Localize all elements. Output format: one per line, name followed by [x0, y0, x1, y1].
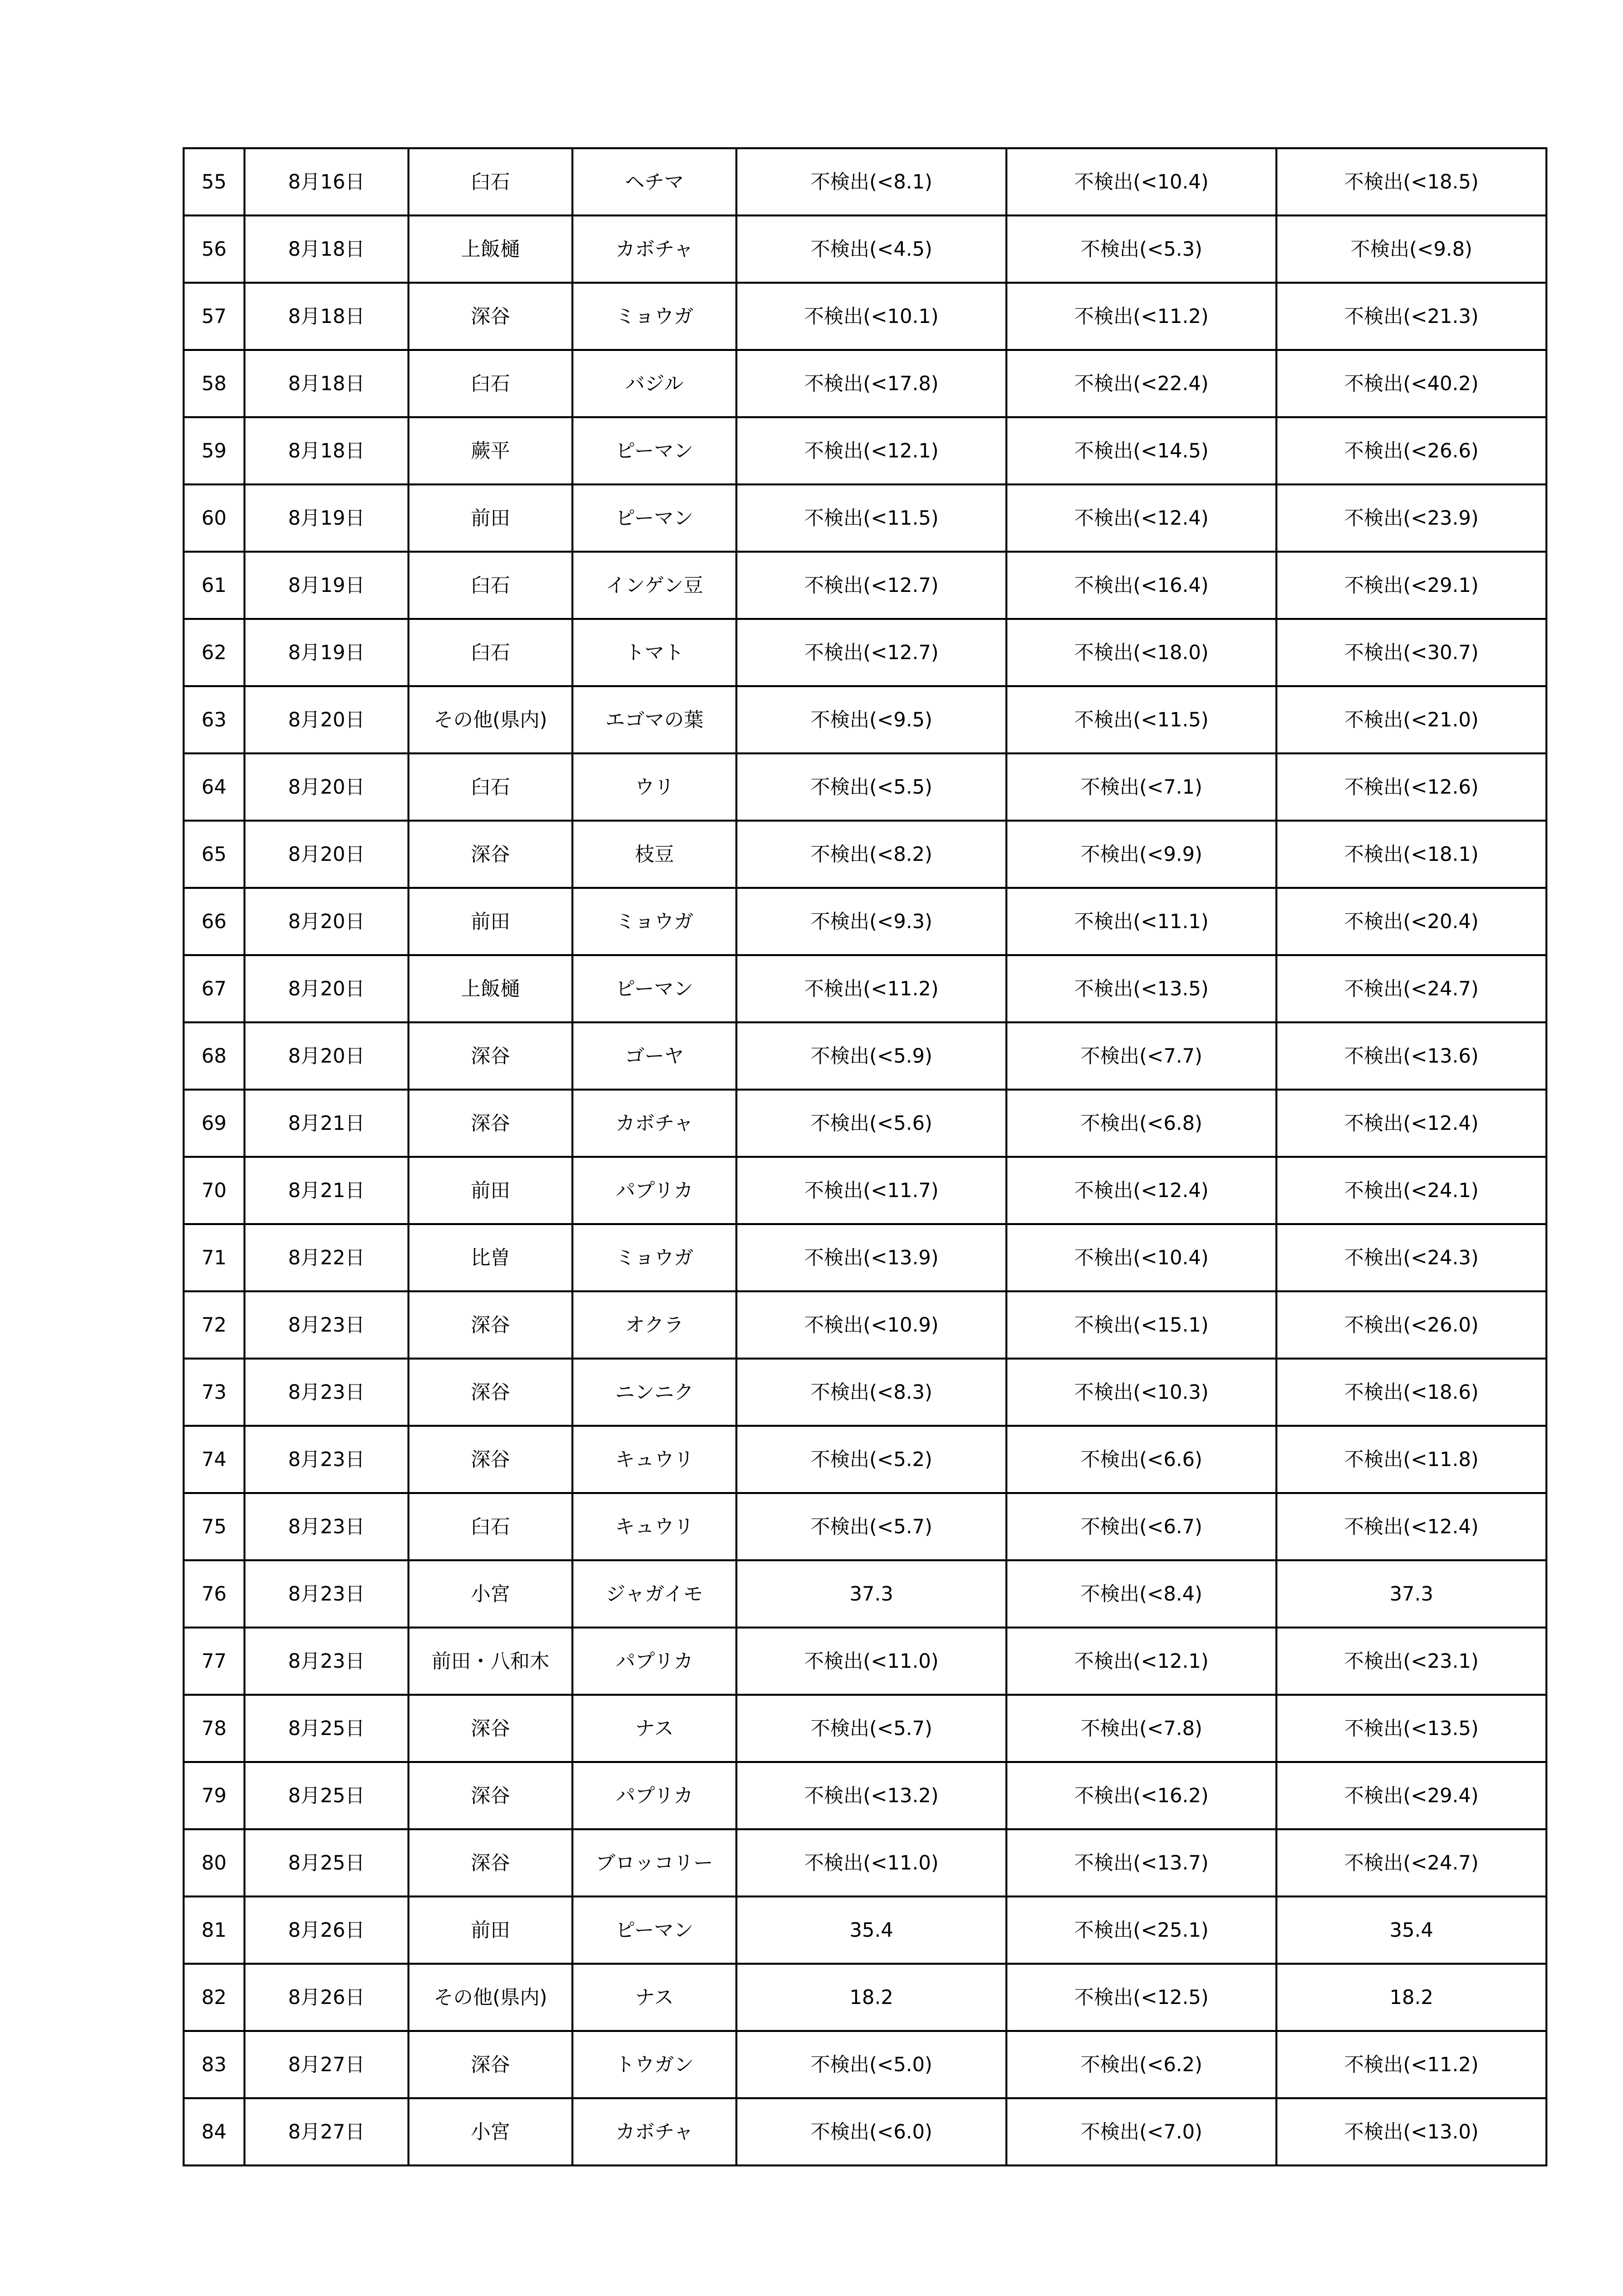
no-cell: 56 — [184, 215, 244, 283]
item-cell: ピーマン — [572, 484, 736, 552]
item-cell: カボチャ — [572, 2098, 736, 2165]
table-row — [184, 417, 1546, 484]
value-b-cell: 不検出(<11.2) — [1006, 283, 1276, 350]
value-b-cell: 不検出(<15.1) — [1006, 1291, 1276, 1359]
value-b-cell: 不検出(<12.1) — [1006, 1628, 1276, 1695]
value-b-cell: 不検出(<12.4) — [1006, 484, 1276, 552]
value-b-cell: 不検出(<11.5) — [1006, 686, 1276, 753]
value-b-cell: 不検出(<7.7) — [1006, 1022, 1276, 1090]
no-cell: 57 — [184, 283, 244, 350]
item-cell: ゴーヤ — [572, 1022, 736, 1090]
no-cell: 68 — [184, 1022, 244, 1090]
value-b-cell: 不検出(<10.4) — [1006, 1224, 1276, 1291]
no-cell: 77 — [184, 1628, 244, 1695]
table-row — [184, 1493, 1546, 1560]
item-cell: トウガン — [572, 2031, 736, 2098]
item-cell: オクラ — [572, 1291, 736, 1359]
table-row — [184, 1829, 1546, 1896]
no-cell: 71 — [184, 1224, 244, 1291]
table-row — [184, 283, 1546, 350]
date-cell: 8月18日 — [244, 283, 408, 350]
date-cell: 8月18日 — [244, 350, 408, 417]
date-cell: 8月19日 — [244, 552, 408, 619]
location-cell: 上飯樋 — [408, 215, 572, 283]
no-cell: 83 — [184, 2031, 244, 2098]
location-cell: 深谷 — [408, 1359, 572, 1426]
value-a-cell: 不検出(<17.8) — [736, 350, 1006, 417]
total-cell: 不検出(<11.8) — [1276, 1426, 1546, 1493]
total-cell: 不検出(<13.5) — [1276, 1695, 1546, 1762]
location-cell: 蕨平 — [408, 417, 572, 484]
value-b-cell: 不検出(<12.4) — [1006, 1157, 1276, 1224]
value-a-cell: 不検出(<5.2) — [736, 1426, 1006, 1493]
location-cell: 前田 — [408, 1157, 572, 1224]
table-row — [184, 215, 1546, 283]
value-b-cell: 不検出(<6.2) — [1006, 2031, 1276, 2098]
location-cell: 前田 — [408, 888, 572, 955]
value-b-cell: 不検出(<7.1) — [1006, 753, 1276, 821]
value-a-cell: 不検出(<11.5) — [736, 484, 1006, 552]
value-b-cell: 不検出(<9.9) — [1006, 821, 1276, 888]
table-row — [184, 2031, 1546, 2098]
no-cell: 75 — [184, 1493, 244, 1560]
table-row — [184, 1090, 1546, 1157]
value-a-cell: 不検出(<5.9) — [736, 1022, 1006, 1090]
location-cell: 小宮 — [408, 2098, 572, 2165]
location-cell: 深谷 — [408, 1695, 572, 1762]
location-cell: 前田・八和木 — [408, 1628, 572, 1695]
table-row — [184, 1560, 1546, 1628]
value-a-cell: 不検出(<5.5) — [736, 753, 1006, 821]
date-cell: 8月22日 — [244, 1224, 408, 1291]
location-cell: その他(県内) — [408, 1964, 572, 2031]
item-cell: ミョウガ — [572, 283, 736, 350]
item-cell: 枝豆 — [572, 821, 736, 888]
value-b-cell: 不検出(<7.8) — [1006, 1695, 1276, 1762]
value-a-cell: 不検出(<13.2) — [736, 1762, 1006, 1829]
no-cell: 60 — [184, 484, 244, 552]
date-cell: 8月23日 — [244, 1291, 408, 1359]
item-cell: キュウリ — [572, 1426, 736, 1493]
item-cell: エゴマの葉 — [572, 686, 736, 753]
date-cell: 8月16日 — [244, 148, 408, 215]
total-cell: 不検出(<29.1) — [1276, 552, 1546, 619]
total-cell: 37.3 — [1276, 1560, 1546, 1628]
item-cell: ナス — [572, 1964, 736, 2031]
item-cell: インゲン豆 — [572, 552, 736, 619]
total-cell: 不検出(<13.6) — [1276, 1022, 1546, 1090]
value-a-cell: 不検出(<12.7) — [736, 552, 1006, 619]
location-cell: 比曽 — [408, 1224, 572, 1291]
no-cell: 65 — [184, 821, 244, 888]
total-cell: 不検出(<21.3) — [1276, 283, 1546, 350]
total-cell: 不検出(<23.9) — [1276, 484, 1546, 552]
value-b-cell: 不検出(<16.4) — [1006, 552, 1276, 619]
date-cell: 8月27日 — [244, 2098, 408, 2165]
location-cell: 小宮 — [408, 1560, 572, 1628]
no-cell: 73 — [184, 1359, 244, 1426]
table-body — [184, 148, 1546, 2165]
location-cell: 深谷 — [408, 1426, 572, 1493]
no-cell: 81 — [184, 1896, 244, 1964]
table-row — [184, 753, 1546, 821]
item-cell: カボチャ — [572, 215, 736, 283]
date-cell: 8月23日 — [244, 1426, 408, 1493]
no-cell: 66 — [184, 888, 244, 955]
table-row — [184, 1291, 1546, 1359]
value-a-cell: 不検出(<5.0) — [736, 2031, 1006, 2098]
date-cell: 8月23日 — [244, 1560, 408, 1628]
no-cell: 67 — [184, 955, 244, 1022]
total-cell: 35.4 — [1276, 1896, 1546, 1964]
value-b-cell: 不検出(<16.2) — [1006, 1762, 1276, 1829]
date-cell: 8月23日 — [244, 1628, 408, 1695]
total-cell: 不検出(<9.8) — [1276, 215, 1546, 283]
item-cell: ブロッコリー — [572, 1829, 736, 1896]
value-a-cell: 18.2 — [736, 1964, 1006, 2031]
date-cell: 8月20日 — [244, 753, 408, 821]
date-cell: 8月20日 — [244, 686, 408, 753]
table-row — [184, 350, 1546, 417]
location-cell: 深谷 — [408, 1022, 572, 1090]
location-cell: 臼石 — [408, 619, 572, 686]
total-cell: 不検出(<26.0) — [1276, 1291, 1546, 1359]
value-b-cell: 不検出(<8.4) — [1006, 1560, 1276, 1628]
location-cell: 深谷 — [408, 1291, 572, 1359]
value-b-cell: 不検出(<13.5) — [1006, 955, 1276, 1022]
table-row — [184, 619, 1546, 686]
value-a-cell: 不検出(<9.5) — [736, 686, 1006, 753]
item-cell: パプリカ — [572, 1157, 736, 1224]
total-cell: 18.2 — [1276, 1964, 1546, 2031]
value-a-cell: 不検出(<11.0) — [736, 1829, 1006, 1896]
no-cell: 59 — [184, 417, 244, 484]
item-cell: ナス — [572, 1695, 736, 1762]
value-b-cell: 不検出(<22.4) — [1006, 350, 1276, 417]
table-row — [184, 2098, 1546, 2165]
table-row — [184, 1426, 1546, 1493]
no-cell: 70 — [184, 1157, 244, 1224]
no-cell: 62 — [184, 619, 244, 686]
total-cell: 不検出(<12.6) — [1276, 753, 1546, 821]
value-a-cell: 不検出(<4.5) — [736, 215, 1006, 283]
item-cell: ニンニク — [572, 1359, 736, 1426]
table-row — [184, 1157, 1546, 1224]
date-cell: 8月26日 — [244, 1964, 408, 2031]
total-cell: 不検出(<18.5) — [1276, 148, 1546, 215]
value-b-cell: 不検出(<10.3) — [1006, 1359, 1276, 1426]
item-cell: パプリカ — [572, 1628, 736, 1695]
date-cell: 8月20日 — [244, 1022, 408, 1090]
item-cell: ジャガイモ — [572, 1560, 736, 1628]
date-cell: 8月19日 — [244, 619, 408, 686]
no-cell: 76 — [184, 1560, 244, 1628]
no-cell: 61 — [184, 552, 244, 619]
item-cell: ミョウガ — [572, 1224, 736, 1291]
no-cell: 69 — [184, 1090, 244, 1157]
no-cell: 74 — [184, 1426, 244, 1493]
location-cell: 深谷 — [408, 1829, 572, 1896]
date-cell: 8月25日 — [244, 1829, 408, 1896]
item-cell: パプリカ — [572, 1762, 736, 1829]
value-a-cell: 不検出(<11.2) — [736, 955, 1006, 1022]
no-cell: 84 — [184, 2098, 244, 2165]
location-cell: 前田 — [408, 1896, 572, 1964]
results-table — [183, 147, 1547, 2166]
value-b-cell: 不検出(<11.1) — [1006, 888, 1276, 955]
value-b-cell: 不検出(<7.0) — [1006, 2098, 1276, 2165]
value-a-cell: 不検出(<10.9) — [736, 1291, 1006, 1359]
total-cell: 不検出(<13.0) — [1276, 2098, 1546, 2165]
date-cell: 8月20日 — [244, 888, 408, 955]
value-a-cell: 不検出(<5.7) — [736, 1493, 1006, 1560]
date-cell: 8月23日 — [244, 1493, 408, 1560]
location-cell: 臼石 — [408, 753, 572, 821]
total-cell: 不検出(<12.4) — [1276, 1090, 1546, 1157]
date-cell: 8月18日 — [244, 215, 408, 283]
table-row — [184, 955, 1546, 1022]
date-cell: 8月23日 — [244, 1359, 408, 1426]
location-cell: 深谷 — [408, 1090, 572, 1157]
total-cell: 不検出(<11.2) — [1276, 2031, 1546, 2098]
table-row — [184, 1896, 1546, 1964]
value-a-cell: 不検出(<8.1) — [736, 148, 1006, 215]
total-cell: 不検出(<20.4) — [1276, 888, 1546, 955]
no-cell: 58 — [184, 350, 244, 417]
value-b-cell: 不検出(<25.1) — [1006, 1896, 1276, 1964]
location-cell: 上飯樋 — [408, 955, 572, 1022]
date-cell: 8月25日 — [244, 1762, 408, 1829]
location-cell: 前田 — [408, 484, 572, 552]
table-row — [184, 484, 1546, 552]
location-cell: 深谷 — [408, 283, 572, 350]
total-cell: 不検出(<24.1) — [1276, 1157, 1546, 1224]
value-a-cell: 不検出(<13.9) — [736, 1224, 1006, 1291]
date-cell: 8月21日 — [244, 1157, 408, 1224]
item-cell: キュウリ — [572, 1493, 736, 1560]
item-cell: ヘチマ — [572, 148, 736, 215]
item-cell: ウリ — [572, 753, 736, 821]
date-cell: 8月27日 — [244, 2031, 408, 2098]
value-b-cell: 不検出(<5.3) — [1006, 215, 1276, 283]
value-b-cell: 不検出(<6.8) — [1006, 1090, 1276, 1157]
item-cell: ピーマン — [572, 417, 736, 484]
value-b-cell: 不検出(<18.0) — [1006, 619, 1276, 686]
table-row — [184, 1695, 1546, 1762]
value-a-cell: 不検出(<5.7) — [736, 1695, 1006, 1762]
table-row — [184, 1224, 1546, 1291]
value-b-cell: 不検出(<6.6) — [1006, 1426, 1276, 1493]
item-cell: カボチャ — [572, 1090, 736, 1157]
total-cell: 不検出(<18.6) — [1276, 1359, 1546, 1426]
total-cell: 不検出(<29.4) — [1276, 1762, 1546, 1829]
value-b-cell: 不検出(<6.7) — [1006, 1493, 1276, 1560]
no-cell: 79 — [184, 1762, 244, 1829]
table-row — [184, 686, 1546, 753]
item-cell: ピーマン — [572, 1896, 736, 1964]
value-a-cell: 不検出(<8.3) — [736, 1359, 1006, 1426]
table-row — [184, 1762, 1546, 1829]
location-cell: 深谷 — [408, 821, 572, 888]
table-row — [184, 1022, 1546, 1090]
location-cell: 臼石 — [408, 1493, 572, 1560]
total-cell: 不検出(<18.1) — [1276, 821, 1546, 888]
table-row — [184, 148, 1546, 215]
value-a-cell: 37.3 — [736, 1560, 1006, 1628]
no-cell: 72 — [184, 1291, 244, 1359]
value-a-cell: 不検出(<5.6) — [736, 1090, 1006, 1157]
date-cell: 8月25日 — [244, 1695, 408, 1762]
value-a-cell: 不検出(<11.0) — [736, 1628, 1006, 1695]
value-b-cell: 不検出(<14.5) — [1006, 417, 1276, 484]
total-cell: 不検出(<24.3) — [1276, 1224, 1546, 1291]
table-row — [184, 1359, 1546, 1426]
value-a-cell: 不検出(<8.2) — [736, 821, 1006, 888]
no-cell: 78 — [184, 1695, 244, 1762]
table-row — [184, 1628, 1546, 1695]
value-a-cell: 不検出(<9.3) — [736, 888, 1006, 955]
value-b-cell: 不検出(<13.7) — [1006, 1829, 1276, 1896]
date-cell: 8月26日 — [244, 1896, 408, 1964]
total-cell: 不検出(<24.7) — [1276, 955, 1546, 1022]
total-cell: 不検出(<26.6) — [1276, 417, 1546, 484]
value-b-cell: 不検出(<12.5) — [1006, 1964, 1276, 2031]
value-a-cell: 不検出(<6.0) — [736, 2098, 1006, 2165]
table-row — [184, 821, 1546, 888]
location-cell: その他(県内) — [408, 686, 572, 753]
table-row — [184, 888, 1546, 955]
value-a-cell: 不検出(<12.1) — [736, 417, 1006, 484]
no-cell: 80 — [184, 1829, 244, 1896]
total-cell: 不検出(<23.1) — [1276, 1628, 1546, 1695]
value-b-cell: 不検出(<10.4) — [1006, 148, 1276, 215]
value-a-cell: 不検出(<12.7) — [736, 619, 1006, 686]
total-cell: 不検出(<40.2) — [1276, 350, 1546, 417]
item-cell: ピーマン — [572, 955, 736, 1022]
no-cell: 82 — [184, 1964, 244, 2031]
value-a-cell: 35.4 — [736, 1896, 1006, 1964]
total-cell: 不検出(<21.0) — [1276, 686, 1546, 753]
date-cell: 8月18日 — [244, 417, 408, 484]
location-cell: 臼石 — [408, 350, 572, 417]
item-cell: ミョウガ — [572, 888, 736, 955]
date-cell: 8月19日 — [244, 484, 408, 552]
location-cell: 深谷 — [408, 2031, 572, 2098]
value-a-cell: 不検出(<10.1) — [736, 283, 1006, 350]
item-cell: バジル — [572, 350, 736, 417]
item-cell: トマト — [572, 619, 736, 686]
total-cell: 不検出(<24.7) — [1276, 1829, 1546, 1896]
location-cell: 臼石 — [408, 552, 572, 619]
total-cell: 不検出(<12.4) — [1276, 1493, 1546, 1560]
value-a-cell: 不検出(<11.7) — [736, 1157, 1006, 1224]
total-cell: 不検出(<30.7) — [1276, 619, 1546, 686]
location-cell: 深谷 — [408, 1762, 572, 1829]
no-cell: 64 — [184, 753, 244, 821]
no-cell: 63 — [184, 686, 244, 753]
table-row — [184, 1964, 1546, 2031]
date-cell: 8月20日 — [244, 955, 408, 1022]
no-cell: 55 — [184, 148, 244, 215]
location-cell: 臼石 — [408, 148, 572, 215]
table-row — [184, 552, 1546, 619]
date-cell: 8月20日 — [244, 821, 408, 888]
date-cell: 8月21日 — [244, 1090, 408, 1157]
